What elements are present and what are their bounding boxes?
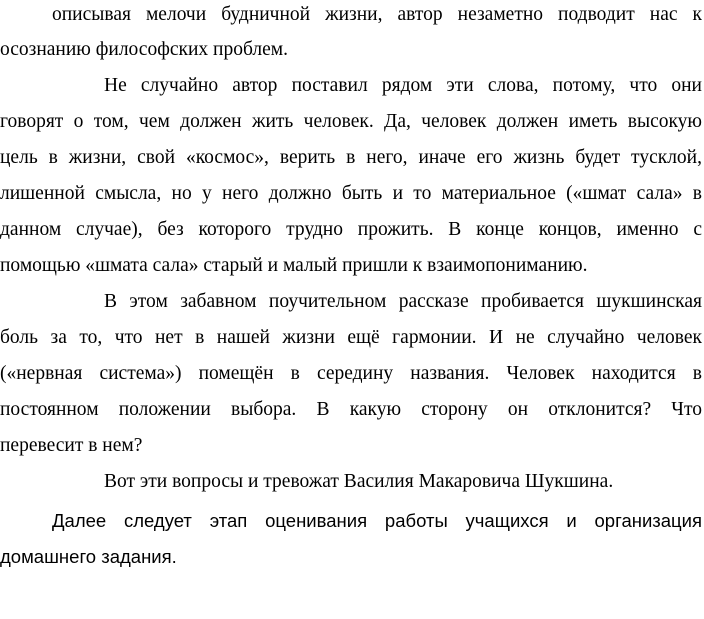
text-line-13: перевесит в нем? xyxy=(0,435,143,456)
text-line-12: постоянном положении выбора. В какую сторону он отклонится? Что xyxy=(0,399,702,420)
text-line-10: боль за то, что нет в нашей жизни ещё гармонии. И не случайно человек xyxy=(0,327,702,348)
text-line-8: помощью «шмата сала» старый и малый пришли к взаимопониманию. xyxy=(0,255,588,276)
text-line-9: В этом забавном поучительном рассказе пробивается шукшинская xyxy=(104,291,702,312)
text-line-1: описывая мелочи будничной жизни, автор незаметно подводит нас к xyxy=(52,4,702,25)
text-line-5: цель в жизни, свой «космос», верить в него, иначе его жизнь будет тусклой, xyxy=(0,147,702,168)
text-line-7: данном случае), без которого трудно прожить. В конце концов, именно с xyxy=(0,219,702,240)
text-line-16: домашнего задания. xyxy=(0,546,177,567)
text-line-15: Далее следует этап оценивания работы учащихся и организация xyxy=(52,510,702,531)
text-line-14: Вот эти вопросы и тревожат Василия Макаровича Шукшина. xyxy=(104,471,614,492)
text-line-11: («нервная система») помещён в середину названия. Человек находится в xyxy=(0,363,702,384)
text-line-6: лишенной смысла, но у него должно быть и то материальное («шмат сала» в xyxy=(0,183,702,204)
text-line-3: Не случайно автор поставил рядом эти слова, потому, что они xyxy=(104,75,702,96)
text-line-2: осознанию философских проблем. xyxy=(0,39,288,60)
text-line-4: говорят о том, чем должен жить человек. Да, человек должен иметь высокую xyxy=(0,111,702,132)
